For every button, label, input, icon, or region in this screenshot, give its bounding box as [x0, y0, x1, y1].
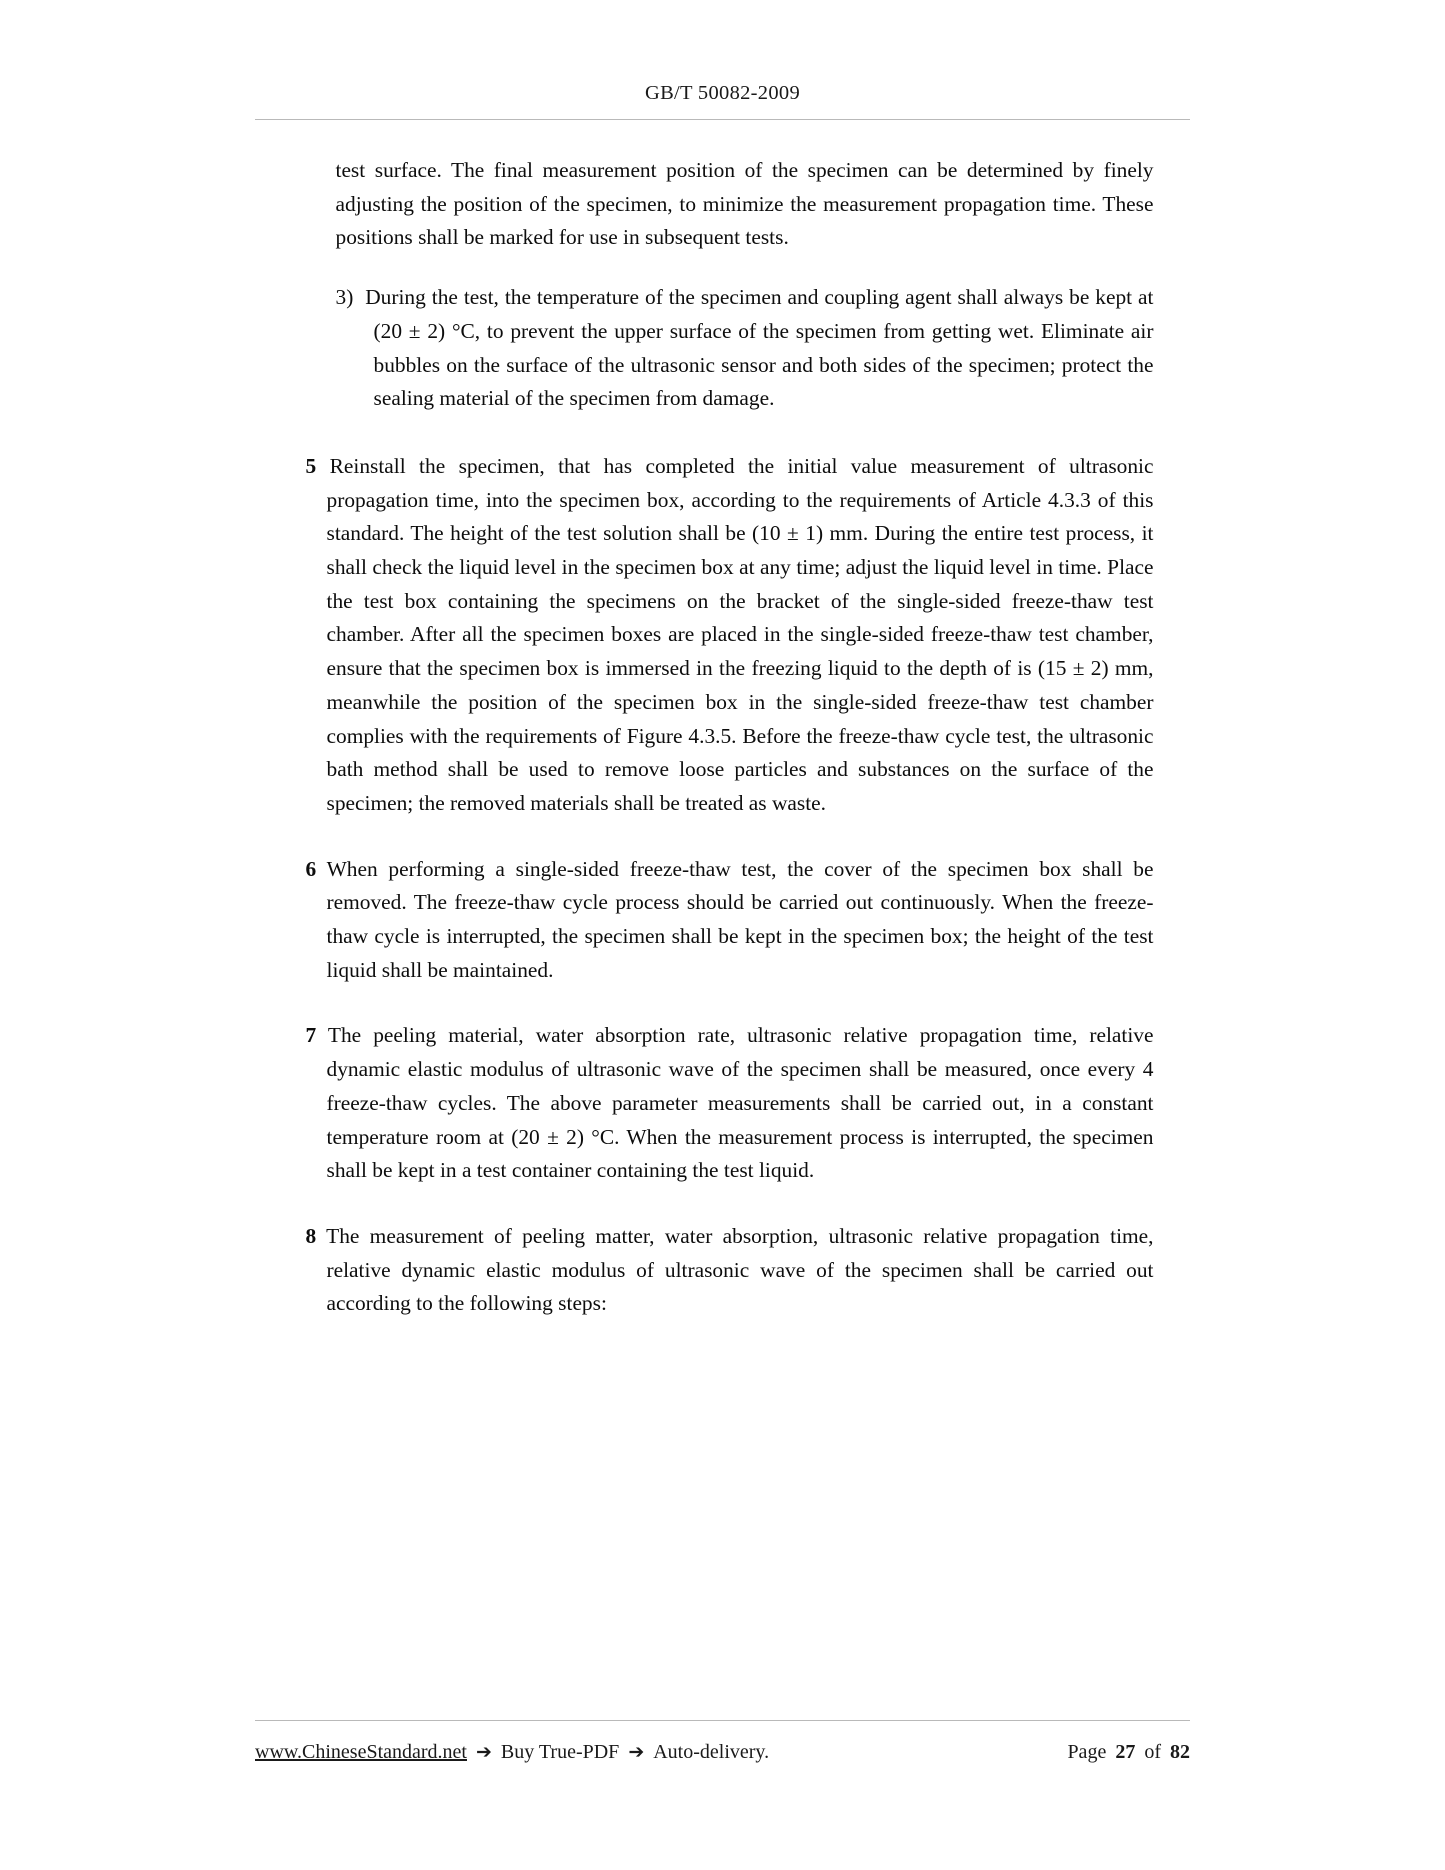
- list-item-8-text: The measurement of peeling matter, water absorption, ultrasonic relative propagation time, relative dynamic elastic modulus of ultrasonic wave of the specimen shall be carried out according to the following steps:: [326, 1223, 1154, 1316]
- list-item-7-text: The peeling material, water absorption rate, ultrasonic relative propagation time, relative dynamic elastic modulus of ultrasonic wave of the specimen shall be measured, once every 4 freeze-thaw cycles. The above parameter measurements shall be carried out, in a constant temperature room at (20 ± 2) °C. When the measurement process is interrupted, the specimen shall be kept in a test container containing the test liquid.: [326, 1023, 1154, 1183]
- list-item-6-text: When performing a single-sided freeze-thaw test, the cover of the specimen box shall be removed. The freeze-thaw cycle process should be carried out continuously. When the freeze-thaw cycle is interrupted, the specimen shall be kept in the specimen box; the height of the test liquid shall be maintained.: [326, 856, 1154, 982]
- list-item-5: [292, 450, 1154, 821]
- paragraph-continuation: [292, 154, 1154, 255]
- list-item-6-marker: 6: [305, 856, 317, 881]
- footer-promo: [255, 1741, 769, 1764]
- list-item-5-paragraph: [306, 450, 1154, 821]
- footer-delivery-label: Auto-delivery.: [653, 1741, 770, 1763]
- header-standard-number: GB/T 50082-2009: [644, 82, 801, 104]
- document-body: [292, 120, 1154, 1321]
- sub-item-3: [292, 281, 1154, 416]
- list-item-8-marker: 8: [305, 1223, 317, 1248]
- page-label: Page: [1067, 1741, 1107, 1763]
- footer-website-link[interactable]: www.ChineseStandard.net: [255, 1741, 467, 1763]
- paragraph-text: test surface. The final measurement position of the specimen can be determined by finely adjusting the position of the specimen, to minimize the measurement propagation time. These positions shall be marked for use in subsequent tests.: [335, 158, 1154, 250]
- list-item-6-paragraph: [306, 853, 1154, 988]
- list-item-8-paragraph: [306, 1220, 1154, 1321]
- arrow-right-icon-2: ➔: [628, 1742, 645, 1763]
- page-footer: [0, 1720, 1445, 1870]
- list-item-5-text: Reinstall the specimen, that has completed the initial value measurement of ultrasonic propagation time, into the specimen box, according to the requirements of Article 4.3.3 of this standard. The height of the test solution shall be (10 ± 1) mm. During the entire test process, it shall check the liquid level in the specimen box at any time; adjust the liquid level in time. Place the test box containing the specimens on the bracket of the single-sided freeze-thaw test chamber. After all the specimen boxes are placed in the single-sided freeze-thaw test chamber, ensure that the specimen box is immersed in the freezing liquid to the depth of is (15 ± 2) mm, meanwhile the position of the specimen box in the single-sided freeze-thaw test chamber complies with the requirements of Figure 4.3.5. Before the freeze-thaw cycle test, the ultrasonic bath method shall be used to remove loose particles and substances on the surface of the specimen; the removed materials shall be treated as waste.: [326, 453, 1154, 815]
- list-item-7-paragraph: [306, 1019, 1154, 1188]
- arrow-right-icon: ➔: [476, 1742, 492, 1763]
- sub-item-3-paragraph: [336, 281, 1154, 416]
- sub-item-3-marker: 3): [335, 285, 354, 310]
- of-label: of: [1144, 1741, 1161, 1763]
- current-page-number: 27: [1115, 1741, 1136, 1763]
- page-number-group: [1067, 1741, 1190, 1764]
- total-page-number: 82: [1170, 1741, 1190, 1763]
- list-item-7: [292, 1019, 1154, 1188]
- list-item-5-marker: 5: [305, 453, 317, 478]
- page-header: [0, 0, 1445, 105]
- sub-item-3-text: During the test, the temperature of the specimen and coupling agent shall always be kept at (20 ± 2) °C, to prevent the upper surface of the specimen from getting wet. Eliminate air bubbles on the surface of the ultrasonic sensor and both sides of the specimen; protect the sealing material of the specimen from damage.: [365, 285, 1154, 411]
- list-item-6: [292, 853, 1154, 988]
- footer-buy-label: Buy True-PDF: [500, 1741, 620, 1763]
- list-item-8: [292, 1220, 1154, 1321]
- list-item-7-marker: 7: [305, 1023, 317, 1048]
- footer-content: [255, 1721, 1190, 1764]
